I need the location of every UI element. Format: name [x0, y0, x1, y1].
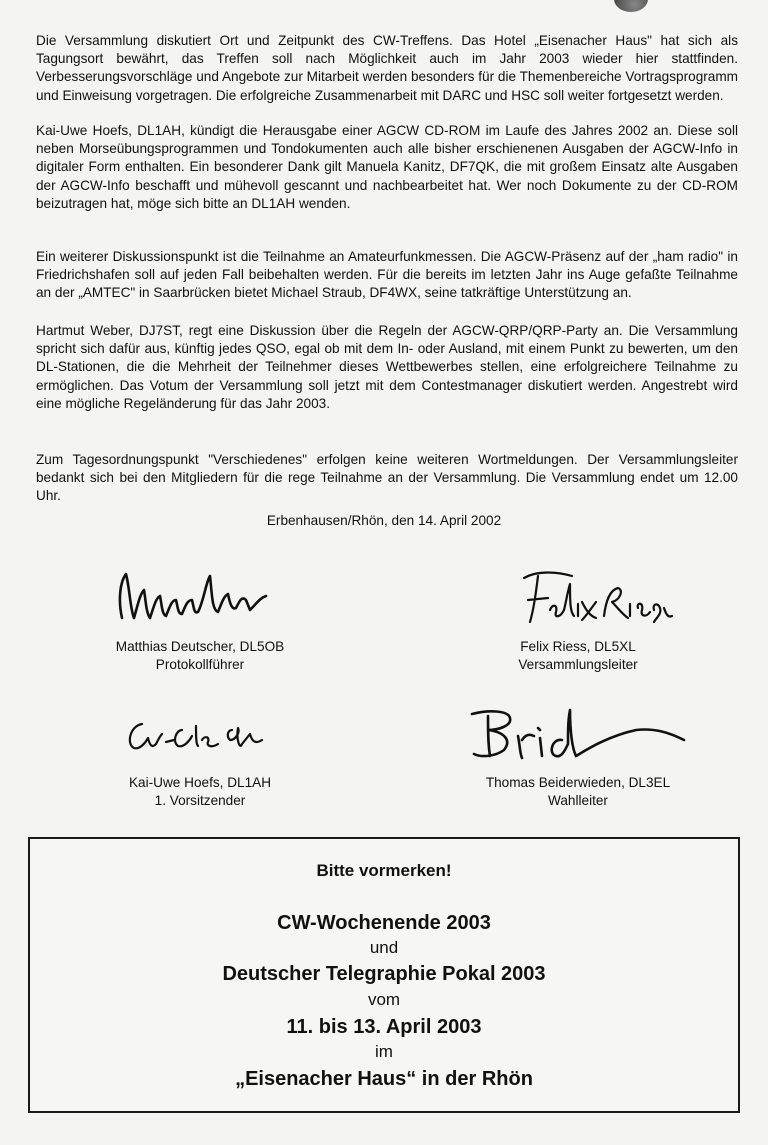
signatory-role: Wahlleiter — [548, 793, 608, 808]
paragraph-ham-fairs: Ein weiterer Diskussionspunkt ist die Teilnahme an Amateurfunkmessen. Die AGCW-Präsenz auf der „ham radio" in Friedrichshafen soll auf jeden Fall beibehalten werden. Für die bereits im letzten Jahr ins Auge gefaßte Teilnahme an der „AMTEC" in Saarbrücken bietet Michael Straub, DF4WX, seine tatkräftige Unterstützung an. — [36, 249, 738, 301]
notice-connector-im: im — [375, 1042, 393, 1061]
signature-block-versammlungsleiter — [448, 560, 708, 674]
notice-event-pokal: Deutscher Telegraphie Pokal 2003 — [222, 963, 546, 985]
handwritten-signature — [458, 696, 698, 774]
notice-connector-und: und — [369, 938, 399, 957]
signatory-role: 1. Vorsitzender — [154, 793, 246, 808]
place-and-date: Erbenhausen/Rhön, den 14. April 2002 — [266, 513, 502, 528]
signatory-name: Thomas Beiderwieden, DL3EL — [485, 775, 671, 790]
notice-event-dates: 11. bis 13. April 2003 — [286, 1016, 482, 1038]
paragraph-closing: Zum Tagesordnungspunkt "Verschiedenes" erfolgen keine weiteren Wortmeldungen. Der Versammlungsleiter bedankt sich bei den Mitgliedern für die rege Teilnahme an der Versammlung. Die Versammlung endet um 12.00 Uhr. — [36, 452, 738, 504]
signatory-name: Felix Riess, DL5XL — [520, 639, 636, 654]
punch-hole-mark — [614, 0, 648, 12]
handwritten-signature — [100, 560, 300, 638]
notice-event-title: CW-Wochenende 2003 — [277, 912, 491, 934]
handwritten-signature — [100, 696, 300, 774]
paragraph-cd-rom: Kai-Uwe Hoefs, DL1AH, kündigt die Herausgabe einer AGCW CD-ROM im Laufe des Jahres 2002 an. Diese soll neben Morseübungsprogrammen und Tondokumenten auch alle bisher erschienenen Ausgaben der AGCW-Info in digitaler Form enthalten. Ein besonderer Dank gilt Manuela Kanitz, DF7QK, die mit großem Einsatz alte Ausgaben der AGCW-Info beschafft und mühevoll gescannt und nachbearbeitet hat. Wer noch Dokumente zu der CD-ROM beizutragen hat, möge sich bitte an DL1AH wenden. — [36, 123, 738, 211]
signatory-role: Protokollführer — [155, 657, 245, 672]
signature-block-wahlleiter — [448, 696, 708, 810]
signatory-name: Kai-Uwe Hoefs, DL1AH — [128, 775, 272, 790]
paragraph-qrp-party: Hartmut Weber, DJ7ST, regt eine Diskussion über die Regeln der AGCW-QRP/QRP-Party an. Die Versammlung spricht sich dafür aus, künftig jedes QSO, egal ob mit dem In- oder Ausland, mit einem Punkt zu bewerten, um den DL-Stationen, die die Mehrheit der Teilnehmer dieses Wettbewerbes stellen, eine erfolgreichere Teilnahme zu ermöglichen. Das Votum der Versammlung soll jetzt mit dem Contestmanager diskutiert werden. Angestrebt wird eine mögliche Regeländerung für das Jahr 2003. — [36, 323, 738, 411]
handwritten-signature — [478, 560, 678, 638]
signature-block-vorsitzender — [70, 696, 330, 810]
notice-connector-vom: vom — [367, 990, 401, 1009]
signatory-role: Versammlungsleiter — [518, 657, 638, 672]
notice-box — [28, 837, 740, 1113]
notice-heading: Bitte vormerken! — [316, 861, 452, 880]
signature-block-protokollfuehrer — [70, 560, 330, 674]
signatory-name: Matthias Deutscher, DL5OB — [115, 639, 285, 654]
paragraph-meeting-location: Die Versammlung diskutiert Ort und Zeitpunkt des CW-Treffens. Das Hotel „Eisenacher Haus" hat sich als Tagungsort bewährt, das Treffen soll nach Möglichkeit auch im Jahr 2003 wieder hier stattfinden. Verbesserungsvorschläge und Angebote zur Mitarbeit werden besonders für die Themenbereiche Vortragsprogramm und Einweisung vorgetragen. Die erfolgreiche Zusammenarbeit mit DARC und HSC soll weiter fortgesetzt werden. — [36, 33, 738, 103]
notice-event-venue: „Eisenacher Haus“ in der Rhön — [235, 1068, 533, 1090]
